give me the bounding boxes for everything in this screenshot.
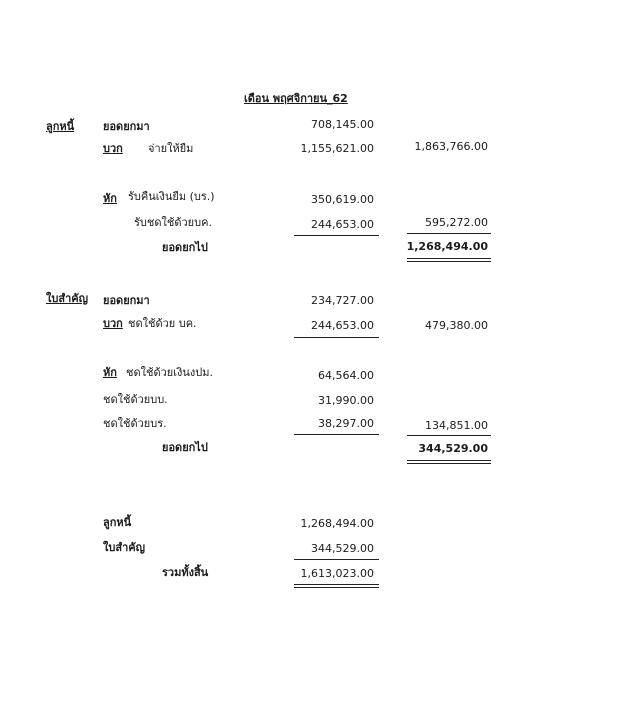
summary-voucher-label: ใบสำคัญ: [103, 541, 145, 554]
voucher-less-total-rule: [407, 435, 491, 436]
summary-total-value: 1,613,023.00: [300, 567, 374, 580]
voucher-brought-forward-value: 234,727.00: [311, 294, 374, 307]
debtor-less-label: หัก: [103, 192, 117, 205]
debtor-subtotal-rule: [294, 235, 379, 236]
voucher-section-label: ใบสำคัญ: [46, 292, 88, 305]
page-title: เดือน พฤศจิกายน_62: [244, 92, 348, 105]
voucher-add-label: บวก: [103, 317, 123, 330]
voucher-less2-desc: ชดใช้ด้วยบบ.: [103, 393, 168, 406]
debtor-carried-forward-label: ยอดยกไป: [162, 241, 208, 254]
debtor-brought-forward-value: 708,145.00: [311, 118, 374, 131]
voucher-add-value: 244,653.00: [311, 319, 374, 332]
summary-total-label: รวมทั้งสิ้น: [162, 566, 209, 579]
voucher-carried-forward-value: 344,529.00: [418, 442, 488, 455]
summary-voucher-value: 344,529.00: [311, 542, 374, 555]
voucher-less3-desc: ชดใช้ด้วยบร.: [103, 417, 167, 430]
debtor-less-total-rule: [407, 233, 491, 234]
debtor-add-label: บวก: [103, 142, 123, 155]
voucher-carried-forward-label: ยอดยกไป: [162, 441, 208, 454]
debtor-less-value-2: 244,653.00: [311, 218, 374, 231]
debtor-less-total: 595,272.00: [425, 216, 488, 229]
voucher-less-label: หัก: [103, 366, 117, 379]
voucher-less-value-3: 38,297.00: [318, 417, 374, 430]
voucher-double-rule: [407, 460, 491, 464]
voucher-less-desc: ชดใช้ด้วยเงินงปม.: [126, 366, 213, 379]
voucher-add-rule: [294, 337, 379, 338]
debtor-section-label: ลูกหนี้: [46, 120, 75, 133]
debtor-double-rule: [407, 258, 491, 262]
voucher-less-total: 134,851.00: [425, 419, 488, 432]
voucher-less-value-1: 64,564.00: [318, 369, 374, 382]
debtor-less-desc: รับคืนเงินยืม (บร.): [128, 190, 215, 203]
debtor-add-value: 1,155,621.00: [300, 142, 374, 155]
voucher-subtotal-rule: [294, 434, 379, 435]
summary-double-rule: [294, 584, 379, 588]
debtor-less-value-1: 350,619.00: [311, 193, 374, 206]
debtor-add-total: 1,863,766.00: [414, 140, 488, 153]
debtor-less2-desc: รับชดใช้ด้วยบค.: [134, 216, 212, 229]
voucher-less-value-2: 31,990.00: [318, 394, 374, 407]
debtor-add-desc: จ่ายให้ยืม: [148, 142, 194, 155]
voucher-add-total: 479,380.00: [425, 319, 488, 332]
summary-subtotal-rule: [294, 559, 379, 560]
debtor-carried-forward-value: 1,268,494.00: [406, 240, 488, 253]
voucher-add-desc: ชดใช้ด้วย บค.: [128, 317, 197, 330]
debtor-brought-forward-label: ยอดยกมา: [103, 120, 150, 133]
summary-debtor-value: 1,268,494.00: [300, 517, 374, 530]
summary-debtor-label: ลูกหนี้: [103, 516, 132, 529]
voucher-brought-forward-label: ยอดยกมา: [103, 294, 150, 307]
